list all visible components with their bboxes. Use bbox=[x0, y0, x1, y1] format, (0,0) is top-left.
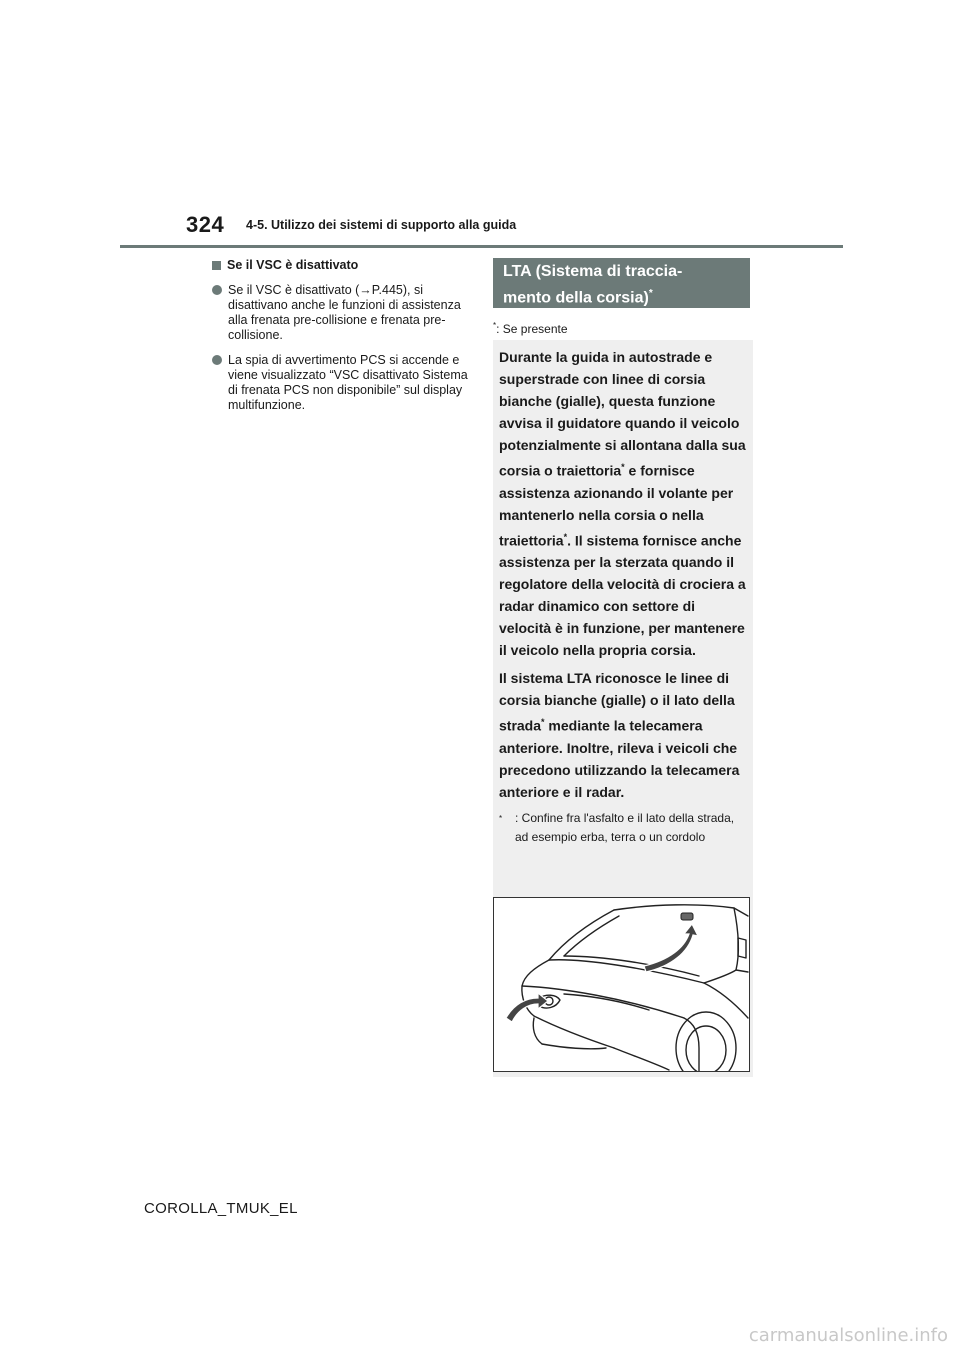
lta-p1-part-c: . Il sistema fornisce anche assistenza per la sterzata quando il regolatore della velocità di crociera a radar dinamico con settore di velocità è in funzione, per mantenere il veicolo nella propria corsia. bbox=[499, 532, 746, 659]
car-illustration-svg bbox=[494, 898, 749, 1071]
lta-title-line2-wrap bbox=[503, 283, 740, 309]
availability-note bbox=[493, 321, 568, 336]
document-code: COROLLA_TMUK_EL bbox=[144, 1200, 298, 1217]
lta-p1-part-a: Durante la guida in autostrade e superstrade con linee di corsia bianche (gialle), questa funzione avvisa il guidatore quando il veicolo potenzialmente si allontana dalla sua corsia o traiettoria bbox=[499, 349, 746, 479]
lta-title-line2: mento della corsia) bbox=[503, 289, 649, 307]
lta-p1-star-2: * bbox=[563, 531, 568, 542]
list-item-text: Se il VSC è disattivato (→P.445), si disattivano anche le funzioni di assistenza alla frenata pre-collisione e frenata pre-collisione. bbox=[228, 283, 461, 342]
camera-pointer-arrow-icon bbox=[644, 924, 698, 972]
lta-p1-star-1: * bbox=[621, 462, 625, 472]
car-front-camera-illustration bbox=[493, 897, 750, 1072]
front-camera-marker bbox=[681, 913, 693, 920]
square-bullet-icon bbox=[212, 261, 221, 270]
footnote-text: : Confine fra l'asfalto e il lato della strada, ad esempio erba, terra o un cordolo bbox=[515, 810, 735, 845]
lta-paragraph-2 bbox=[499, 667, 747, 803]
lta-title-line1: LTA (Sistema di traccia- bbox=[503, 263, 683, 280]
availability-note-star: * bbox=[493, 321, 497, 330]
header-rule bbox=[120, 245, 843, 248]
list-item bbox=[212, 283, 470, 343]
list-item bbox=[212, 353, 470, 413]
lta-p2-star: * bbox=[541, 717, 545, 728]
lta-description-box bbox=[493, 340, 753, 1077]
list-item-text: La spia di avvertimento PCS si accende e viene visualizzato “VSC disattivato Sistema di frenata PCS non disponibile” sul display multifunzione. bbox=[228, 353, 468, 412]
round-bullet-icon bbox=[212, 355, 222, 365]
page-number: 324 bbox=[186, 212, 225, 237]
section-heading bbox=[212, 258, 470, 273]
footnote-star: * bbox=[499, 813, 503, 823]
watermark: carmanualsonline.info bbox=[748, 1325, 948, 1346]
lta-p1-part-b: e fornisce assistenza azionando il volante per mantenerlo nella corsia o nella traiettoria bbox=[499, 462, 734, 549]
section-title: 4-5. Utilizzo dei sistemi di supporto alla guida bbox=[246, 218, 517, 232]
round-bullet-icon bbox=[212, 285, 222, 295]
lta-p2-part-b: mediante la telecamera anteriore. Inoltre, rileva i veicoli che precedono utilizzando la telecamera anteriore e il radar. bbox=[499, 717, 740, 800]
lta-p2-part-a: Il sistema LTA riconosce le linee di corsia bianche (gialle) o il lato della strada bbox=[499, 670, 735, 734]
lta-title-star: * bbox=[648, 288, 653, 299]
left-column bbox=[212, 258, 470, 423]
lta-paragraph-1 bbox=[499, 346, 747, 661]
lta-title-banner bbox=[493, 258, 750, 308]
section-heading-text: Se il VSC è disattivato bbox=[227, 258, 359, 272]
road-edge-footnote bbox=[499, 809, 747, 848]
availability-note-text: : Se presente bbox=[496, 322, 568, 336]
